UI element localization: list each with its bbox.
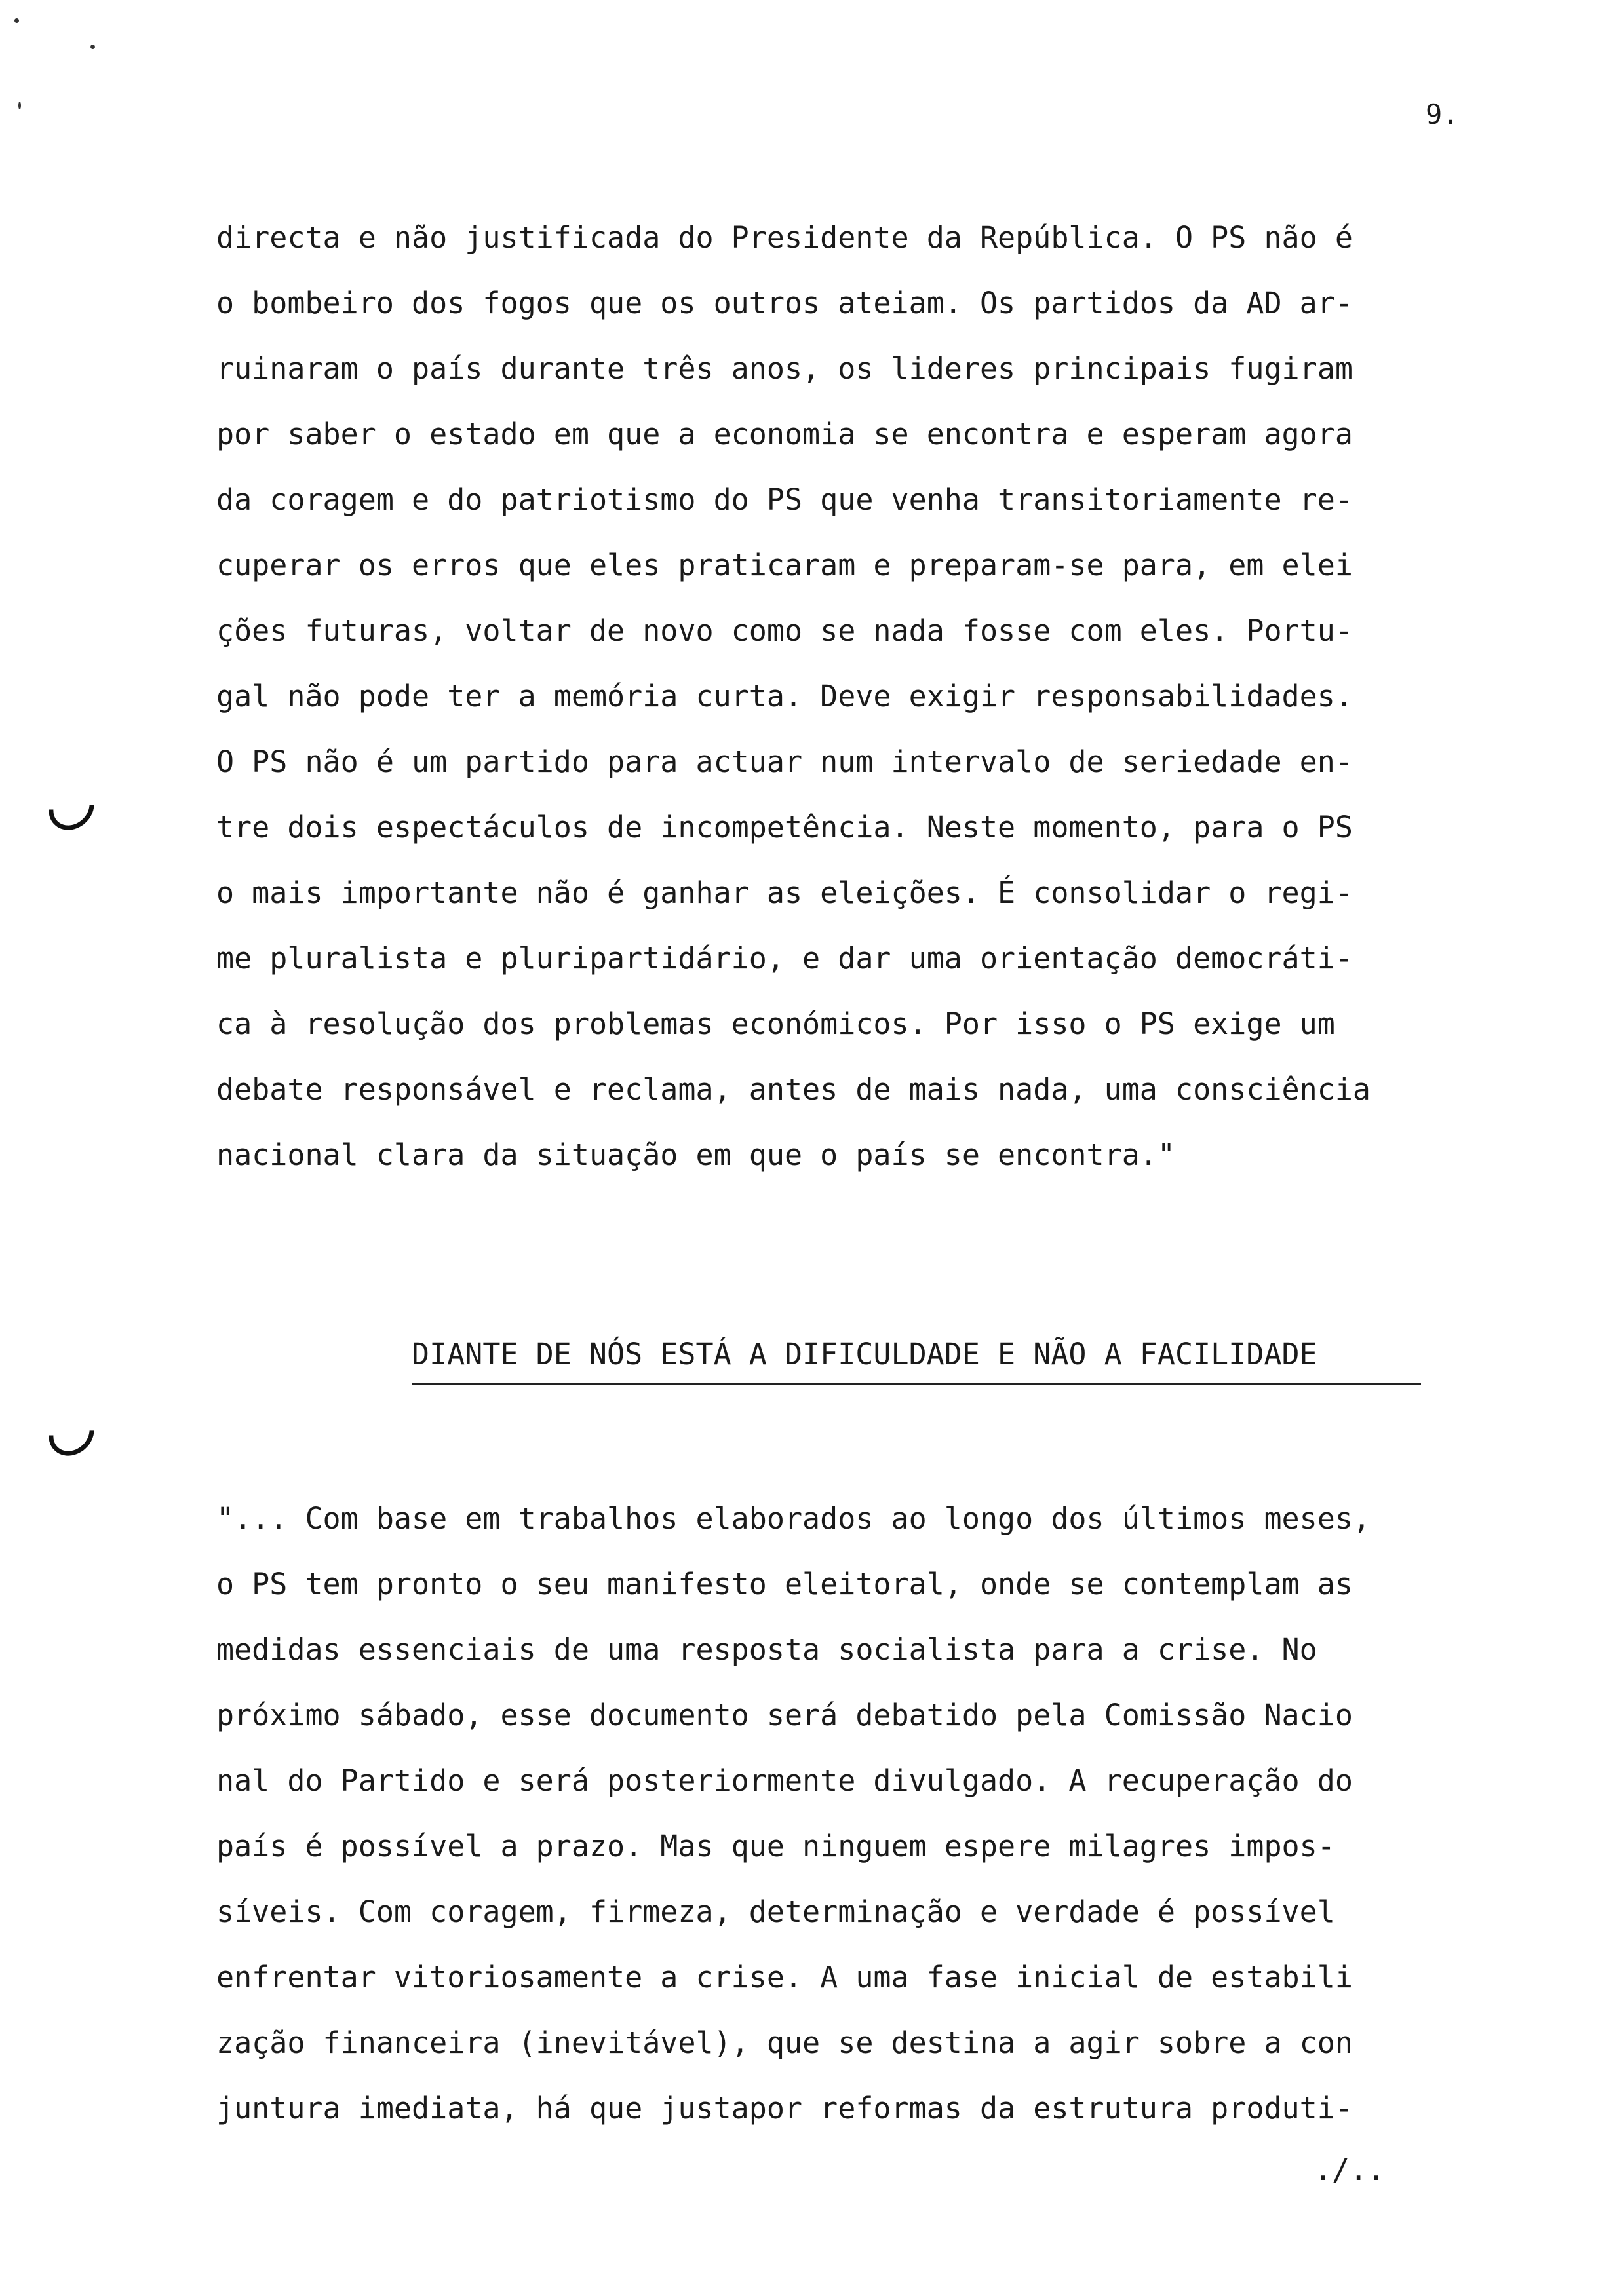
scan-speck xyxy=(14,18,19,23)
text-line: O PS não é um partido para actuar num intervalo de seriedade en- xyxy=(216,744,1353,779)
text-line: directa e não justificada do Presidente da República. O PS não é xyxy=(216,220,1353,255)
scan-speck xyxy=(18,102,21,109)
continuation-mark: ./.. xyxy=(1314,2152,1386,2187)
text-line: medidas essenciais de uma resposta socialista para a crise. No xyxy=(216,1632,1317,1667)
text-line: país é possível a prazo. Mas que ninguem espere milagres impos- xyxy=(216,1829,1335,1864)
text-line: o PS tem pronto o seu manifesto eleitoral, onde se contemplam as xyxy=(216,1567,1353,1601)
text-line: síveis. Com coragem, firmeza, determinação e verdade é possível xyxy=(216,1894,1335,1929)
text-line: ruinaram o país durante três anos, os lideres principais fugiram xyxy=(216,351,1353,386)
text-line: ca à resolução dos problemas económicos. Por isso o PS exige um xyxy=(216,1006,1335,1041)
text-line: ções futuras, voltar de novo como se nada fosse com eles. Portu- xyxy=(216,613,1353,648)
text-line: por saber o estado em que a economia se encontra e esperam agora xyxy=(216,417,1353,451)
page-number: 9. xyxy=(1426,98,1459,130)
text-line: juntura imediata, há que justapor reformas da estrutura produti- xyxy=(216,2091,1353,2126)
text-line: nacional clara da situação em que o país se encontra." xyxy=(216,1138,1175,1172)
heading-underline xyxy=(412,1383,1421,1385)
section-heading: DIANTE DE NÓS ESTÁ A DIFICULDADE E NÃO A FACILIDADE xyxy=(412,1337,1317,1371)
scan-speck xyxy=(90,45,95,49)
text-line: da coragem e do patriotismo do PS que venha transitoriamente re- xyxy=(216,482,1353,517)
text-line: me pluralista e pluripartidário, e dar uma orientação democráti- xyxy=(216,941,1353,976)
text-line: o bombeiro dos fogos que os outros ateiam. Os partidos da AD ar- xyxy=(216,286,1353,320)
text-line: cuperar os erros que eles praticaram e preparam-se para, em elei xyxy=(216,548,1353,583)
text-line: enfrentar vitoriosamente a crise. A uma fase inicial de estabili xyxy=(216,1960,1353,1995)
text-line: tre dois espectáculos de incompetência. Neste momento, para o PS xyxy=(216,810,1353,845)
text-line: nal do Partido e será posteriormente divulgado. A recuperação do xyxy=(216,1763,1353,1798)
margin-check-mark xyxy=(39,775,104,839)
text-line: debate responsável e reclama, antes de mais nada, uma consciência xyxy=(216,1072,1371,1107)
text-line: "... Com base em trabalhos elaborados ao longo dos últimos meses, xyxy=(216,1501,1371,1536)
text-line: próximo sábado, esse documento será debatido pela Comissão Nacio xyxy=(216,1698,1353,1732)
text-line: gal não pode ter a memória curta. Deve exigir responsabilidades. xyxy=(216,679,1353,714)
text-line: o mais importante não é ganhar as eleições. É consolidar o regi- xyxy=(216,875,1353,910)
margin-check-mark xyxy=(39,1401,104,1465)
text-line: zação financeira (inevitável), que se destina a agir sobre a con xyxy=(216,2025,1353,2060)
